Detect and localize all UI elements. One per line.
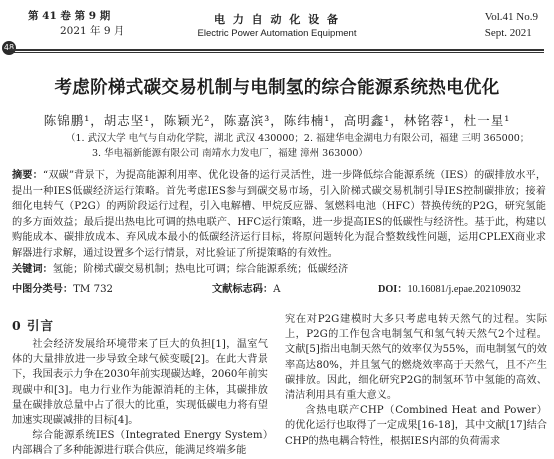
- doi-label: DOI：: [378, 284, 408, 295]
- doc-code-value: A: [273, 284, 281, 295]
- keywords-label: 关键词：: [12, 263, 53, 275]
- keywords-text: 氢能；阶梯式碳交易机制；热电比可调；综合能源系统；低碳经济: [52, 264, 349, 275]
- journal-name-en: Electric Power Automation Equipment: [197, 28, 357, 39]
- volume-issue-cn: 第 41 卷 第 9 期: [28, 10, 111, 22]
- affiliations: [66, 131, 529, 161]
- abstract-label: 摘要：: [12, 169, 43, 181]
- paragraph: 含热电联产CHP（Combined Heat and Power）的优化运行也取得了一定成果[16-18]，其中文献[17]结合CHP的热电耦合特性，根据IES内部的负荷需求: [285, 405, 547, 447]
- clc-value: TM 732: [73, 284, 114, 295]
- header-rule-thin: [10, 52, 544, 53]
- paragraph: 究在对P2G建模时大多只考虑电转天然气的过程。实际上，P2G的工作包含电制氢气和氢气转天然气2个过程。文献[5]指出电制天然气的效率仅为55%，而电制氢气的效率高达80%，并且氢气的燃烧效率高于天然气，且不产生碳排放。因此，细化研究P2G的制氢环节中氢能的高效、清洁利用具有重大意义。: [285, 314, 547, 402]
- abstract: [12, 168, 546, 262]
- section-heading-intro: 0 引言: [12, 318, 55, 333]
- date-cn: 2021 年 9 月: [60, 25, 125, 37]
- body-column-left: [12, 337, 268, 459]
- abstract-text: “双碳”背景下，为提高能源利用率、优化设备的运行灵活性，进一步降低综合能源系统（IES）的碳排放水平，提出一种IES低碳经济运行策略。首先考虑IES参与到碳交易市场，引入阶梯式碳交易机制引导IES控制碳排放；接着细化电转气（P2G）的两阶段运行过程，引入电解槽、甲烷反应器、氢燃料电池（HFC）替换传统的P2G，研究氢能的多方面效益；最后提出热电比可调的热电联产、HFC运行策略，进一步提高IES的低碳性与经济性。基于此，构建以购能成本、碳排放成本、弃风成本最小的低碳经济运行目标，将原问题转化为混合整数线性问题，运用CPLEX商业求解器进行求解，通过设置多个运行情景，对比验证了所提策略的有效性。: [12, 170, 547, 259]
- doc-code-label: 文献标志码：: [212, 283, 274, 295]
- affiliation-line: 3. 华电福新能源有限公司 南靖水力发电厂，福建 漳州 363000）: [92, 148, 368, 159]
- volume-issue-en: Vol.41 No.9: [484, 11, 538, 23]
- date-en: Sept. 2021: [484, 27, 532, 39]
- clc-label: 中图分类号：: [12, 283, 74, 295]
- journal-volume-en: [485, 9, 538, 41]
- paragraph: 社会经济发展给环境带来了巨大的负担[1]，温室气体的大量排放进一步导致全球气候变暖[2]。在此大背景下，我国表示力争在2030年前实现碳达峰，2060年前实现碳中和[3]。电力行业作为能源消耗的主体，其碳排放量在碳排放总量中占了很大的比重，实现低碳电力将有望加速实现碳减排的目标[4]。: [12, 339, 268, 427]
- clc-number: [12, 280, 113, 295]
- author-list: 陈锦鹏¹，胡志坚¹，陈颖光²，陈嘉滨³，陈纬楠¹，高明鑫¹，林铭蓉¹，杜一星¹: [43, 113, 511, 128]
- body-column-right: [285, 312, 547, 449]
- affiliation-line: （1. 武汉大学 电气与自动化学院，湖北 武汉 430000；2. 福建华电金湖电力有限公司，福建 三明 365000；: [66, 133, 530, 144]
- paper-title: 考虑阶梯式碳交易机制与电制氢的综合能源系统热电优化: [54, 78, 500, 98]
- journal-name-cn: 电 力 自 动 化 设 备: [214, 13, 340, 26]
- keywords: [12, 262, 348, 278]
- page-number-badge: 48: [2, 41, 16, 55]
- header-rule: [10, 49, 544, 51]
- doi: [378, 280, 521, 295]
- document-code: [212, 280, 280, 295]
- doi-value: 10.16081/j.epae.202109032: [407, 284, 521, 295]
- paragraph: 综合能源系统IES（Integrated Energy System）内部耦合了多种能源进行联合供应，能满足终端多能: [12, 430, 268, 457]
